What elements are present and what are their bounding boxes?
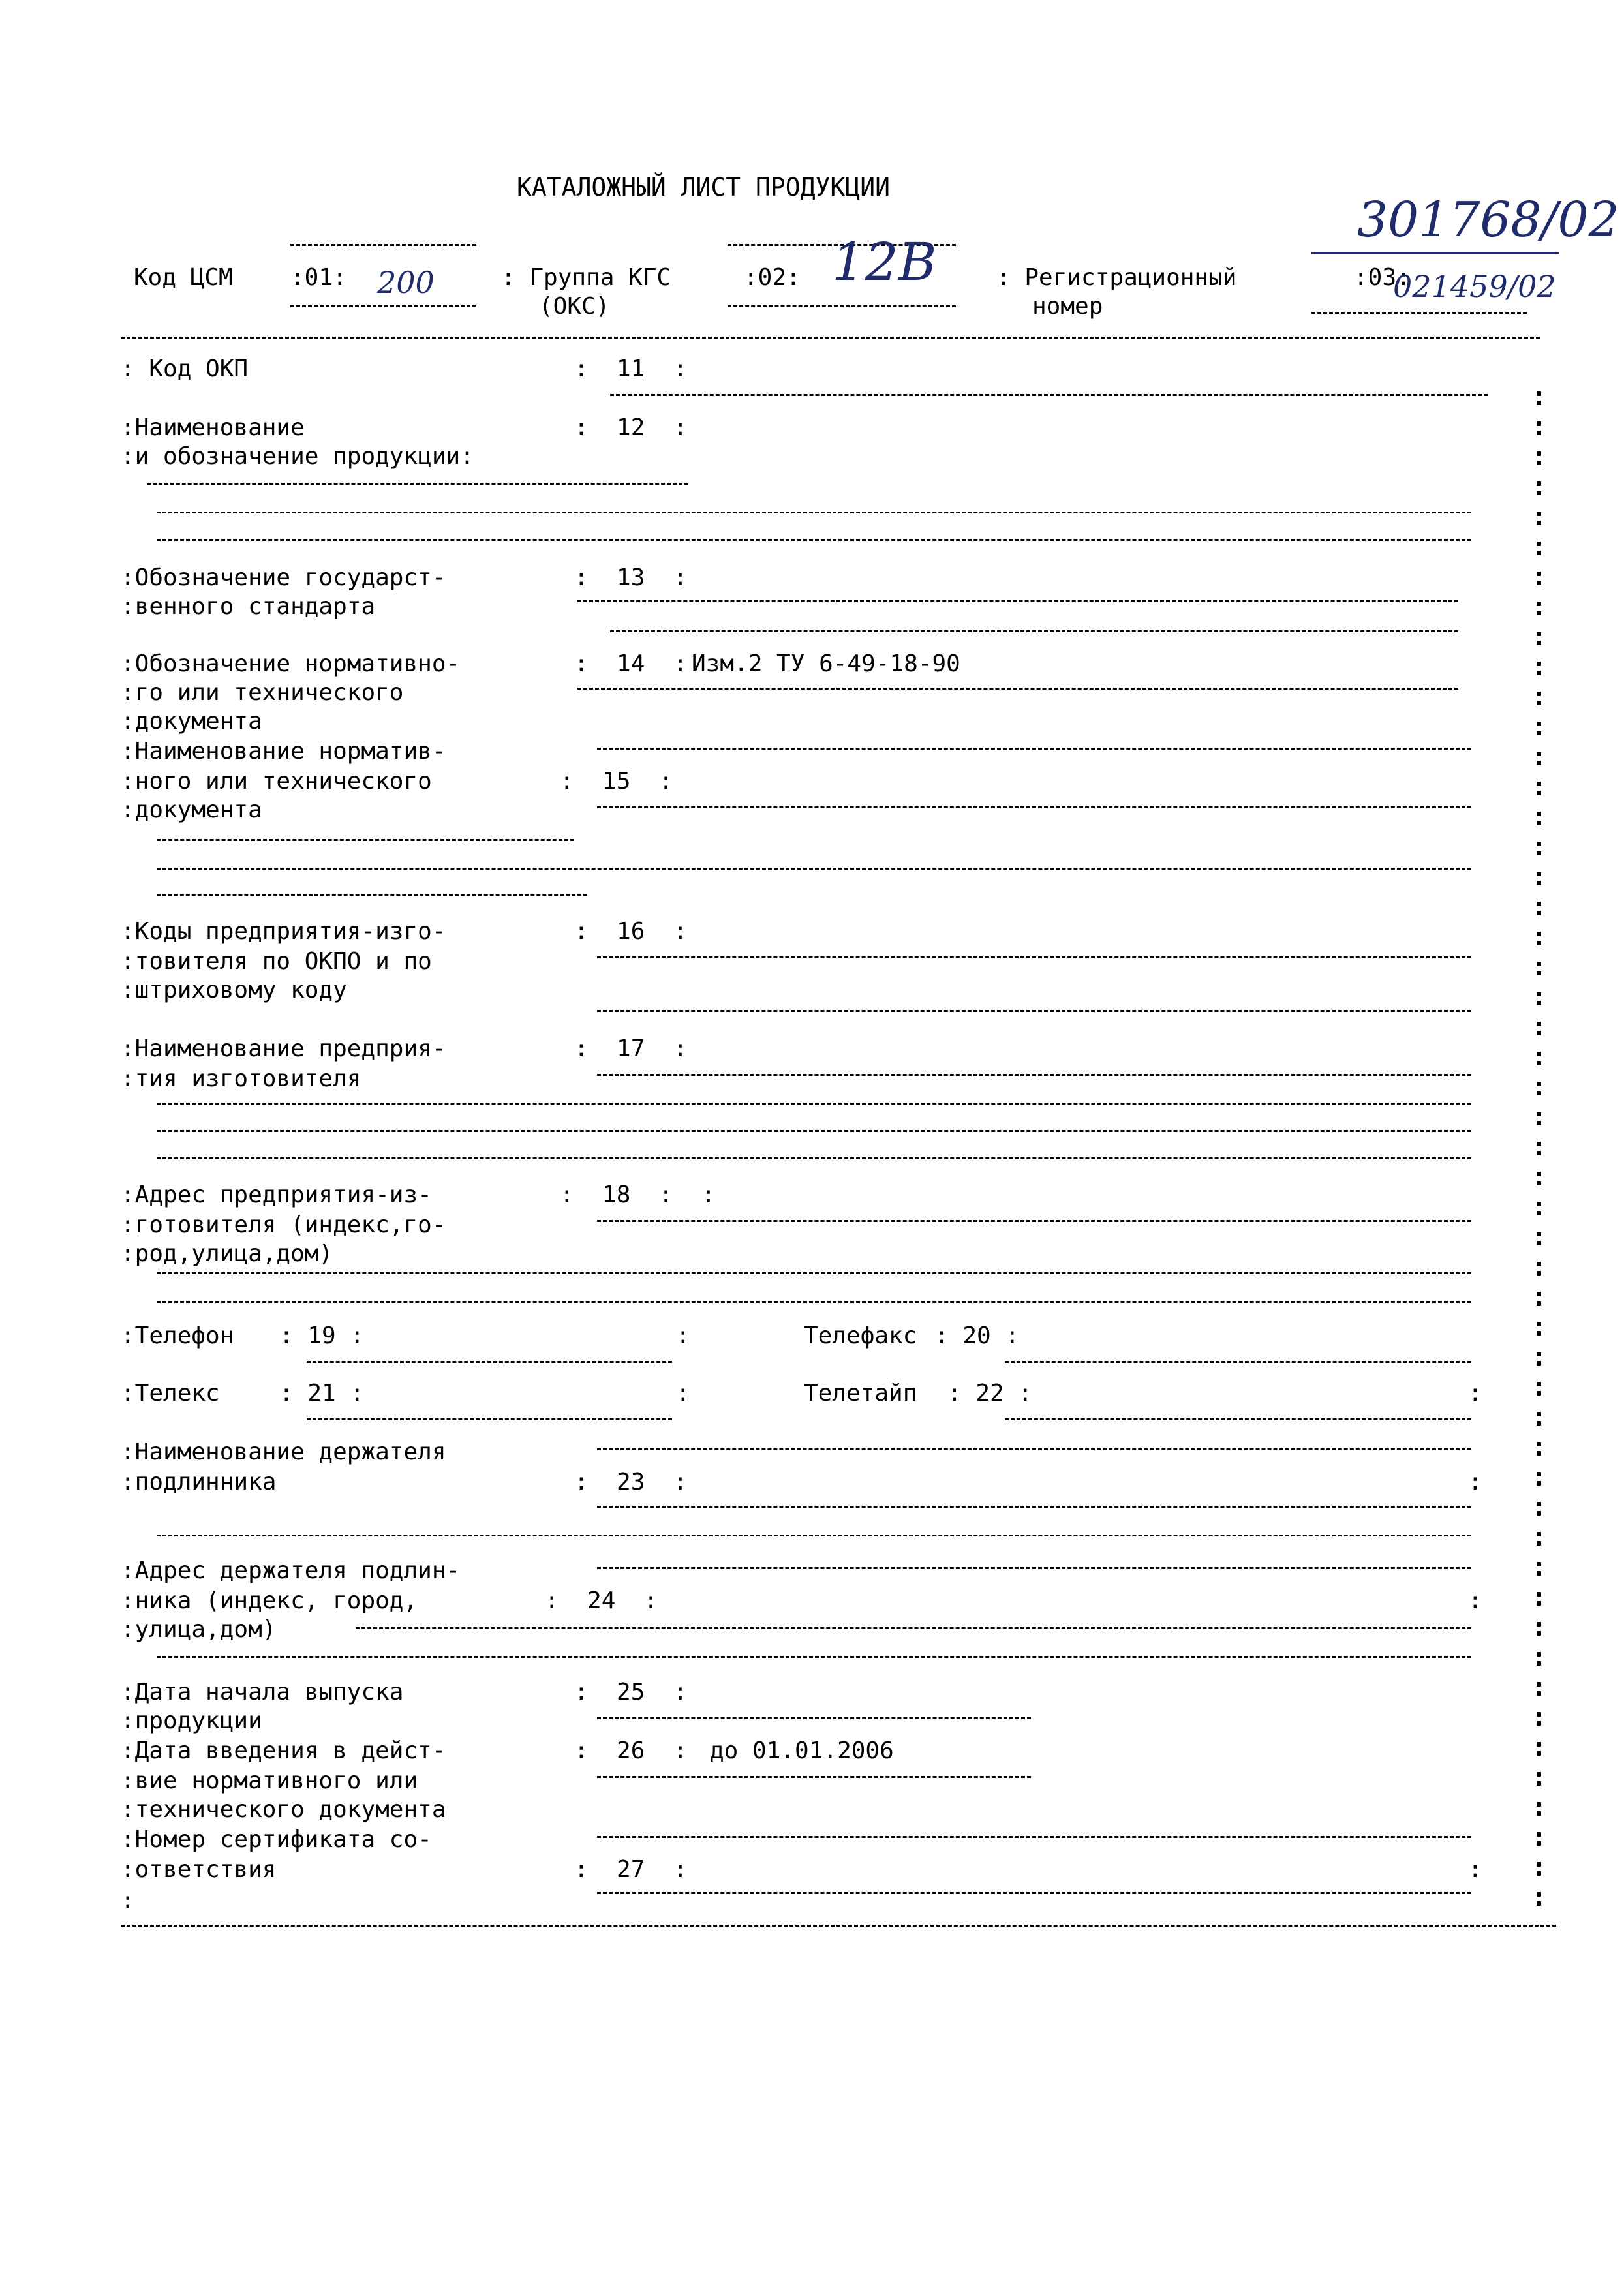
border-dot (1537, 1721, 1541, 1726)
field-25-line[interactable] (597, 1717, 1031, 1719)
registration-label: : Регистрационный (996, 264, 1237, 291)
effective-date-label-1: :Дата введения в дейст- (121, 1737, 446, 1764)
border-dot (1537, 461, 1541, 465)
border-dot (1537, 1121, 1541, 1125)
border-dot (1537, 692, 1541, 696)
border-dot (1537, 1832, 1541, 1837)
border-dot (1537, 1061, 1541, 1065)
field-17-line[interactable] (597, 1074, 1471, 1076)
field-25-code: : 25 : (574, 1679, 688, 1705)
border-dot (1537, 1751, 1541, 1756)
normative-doc-label-3: :документа (121, 708, 262, 735)
header-divider (121, 337, 1540, 339)
bottom-border (121, 1925, 1556, 1927)
border-dot (1537, 962, 1541, 966)
enterprise-codes-label-3: :штриховому коду (121, 977, 347, 1003)
border-dot (1537, 881, 1541, 885)
border-dot (1537, 1262, 1541, 1266)
border-dot (1537, 1322, 1541, 1326)
registration-number-label: номер (1032, 293, 1103, 320)
field-18-line[interactable] (597, 1220, 1471, 1222)
border-dot (1537, 1811, 1541, 1816)
border-dot (1537, 992, 1541, 996)
border-dot (1537, 1142, 1541, 1146)
border-dot (1537, 941, 1541, 945)
border-dot (1537, 1031, 1541, 1035)
border-dot (1537, 1901, 1541, 1906)
border-dot (1537, 851, 1541, 855)
border-dot (1537, 1022, 1541, 1026)
border-dot (1537, 481, 1541, 486)
border-dot (1537, 1442, 1541, 1446)
field-01-code: :01: (290, 264, 347, 291)
border-dot (1537, 812, 1541, 816)
manufacturer-name-label-2: :тия изготовителя (121, 1065, 361, 1092)
state-standard-label-1: :Обозначение государст- (121, 564, 446, 591)
border-dot (1537, 722, 1541, 726)
border-dot (1537, 431, 1541, 435)
field-23-code: : 23 : (574, 1469, 688, 1495)
field-11-code: : 11 : (574, 356, 688, 382)
normative-doc-name-label-3: :документа (121, 797, 262, 823)
page-title: КАТАЛОЖНЫЙ ЛИСТ ПРОДУКЦИИ (517, 173, 890, 202)
border-dot (1537, 1361, 1541, 1366)
border-dot (1537, 1271, 1541, 1276)
border-dot (1537, 401, 1541, 405)
border-dot (1537, 1391, 1541, 1396)
kgs-group-label: : Группа КГС (501, 264, 671, 291)
border-dot (1537, 1352, 1541, 1356)
manufacturer-address-label-2: :готовителя (индекс,го- (121, 1212, 446, 1238)
csm-label: Код ЦСМ (134, 264, 233, 291)
field-14-value[interactable]: Изм.2 ТУ 6-49-18-90 (692, 650, 960, 677)
border-dot (1537, 1871, 1541, 1876)
border-dot (1537, 1181, 1541, 1185)
border-dot (1537, 1472, 1541, 1476)
border-dot (1537, 542, 1541, 546)
holder-address-label-3: :улица,дом) (121, 1616, 277, 1643)
enterprise-codes-label-2: :товителя по ОКПО и по (121, 948, 432, 975)
teletype-label: Телетайп (804, 1380, 917, 1407)
border-dot (1537, 1862, 1541, 1867)
border-dot (1537, 791, 1541, 795)
border-dot (1537, 1202, 1541, 1206)
border-dot (1537, 421, 1541, 426)
fax-label: Телефакс (804, 1322, 917, 1349)
border-dot (1537, 391, 1541, 396)
handwritten-csm-value[interactable]: 200 (377, 265, 435, 300)
field-27-code: : 27 : (574, 1856, 688, 1883)
border-dot (1537, 1742, 1541, 1747)
border-dot (1537, 581, 1541, 585)
border-dot (1537, 611, 1541, 615)
field-12-line-2[interactable] (157, 539, 1471, 541)
border-dot (1537, 1661, 1541, 1666)
field-16-line[interactable] (597, 956, 1471, 958)
field-24-code: : 24 : (545, 1587, 658, 1614)
okp-code-label: : Код ОКП (121, 356, 249, 382)
border-dot (1537, 731, 1541, 735)
field-17-code: : 17 : (574, 1035, 688, 1062)
border-dot (1537, 1532, 1541, 1536)
field-21-code: : 21 : (279, 1380, 365, 1407)
field-19-code: : 19 : (279, 1322, 365, 1349)
border-dot (1537, 842, 1541, 846)
border-dot (1537, 1091, 1541, 1095)
field-20-code: : 20 : (934, 1322, 1020, 1349)
border-dot (1537, 1541, 1541, 1546)
border-dot (1537, 1652, 1541, 1657)
handwritten-doc-number: 301768/02 (1357, 192, 1619, 248)
border-dot (1537, 821, 1541, 825)
field-26-code: : 26 : (574, 1737, 688, 1764)
border-dot (1537, 1331, 1541, 1336)
border-dot (1537, 1241, 1541, 1245)
border-dot (1537, 1001, 1541, 1005)
border-dot (1537, 902, 1541, 906)
border-dot (1537, 971, 1541, 975)
border-dot (1537, 1571, 1541, 1576)
border-dot (1537, 1691, 1541, 1696)
doc-number-underline (1311, 252, 1559, 254)
handwritten-kgs-value[interactable]: 12В (832, 232, 937, 292)
product-name-label-1: :Наименование (121, 414, 305, 441)
field-02-code: :02: (744, 264, 801, 291)
field-22-code: : 22 : (947, 1380, 1033, 1407)
border-dot (1537, 1592, 1541, 1597)
normative-doc-label-2: :го или технического (121, 679, 404, 706)
normative-doc-name-label-2: :ного или технического (121, 768, 432, 795)
field-12-code: : 12 : (574, 414, 688, 441)
border-dot (1537, 701, 1541, 705)
holder-name-label-1: :Наименование держателя (121, 1439, 446, 1465)
manufacturer-name-label-1: :Наименование предприя- (121, 1035, 446, 1062)
border-dot (1537, 1421, 1541, 1426)
manufacturer-address-label-1: :Адрес предприятия-из- (121, 1182, 432, 1208)
field-11-line[interactable] (610, 394, 1488, 396)
border-dot (1537, 1562, 1541, 1566)
border-dot (1537, 521, 1541, 525)
border-dot (1537, 1892, 1541, 1897)
holder-name-label-2: :подлинника (121, 1469, 277, 1495)
border-dot (1537, 1292, 1541, 1296)
product-name-label-2: :и обозначение продукции: (121, 443, 474, 470)
border-dot (1537, 932, 1541, 936)
certificate-label-1: :Номер сертификата со- (121, 1826, 432, 1853)
border-dot (1537, 602, 1541, 606)
border-dot (1537, 662, 1541, 666)
effective-date-label-2: :вие нормативного или (121, 1767, 418, 1794)
production-start-label-2: :продукции (121, 1707, 262, 1734)
border-dot (1537, 1382, 1541, 1386)
border-dot (1537, 1052, 1541, 1056)
border-dot (1537, 752, 1541, 756)
production-start-label-1: :Дата начала выпуска (121, 1679, 404, 1705)
border-dot (1537, 1622, 1541, 1627)
field-23-line[interactable] (597, 1506, 1471, 1508)
border-dot (1537, 1082, 1541, 1086)
border-dot (1537, 512, 1541, 516)
border-dot (1537, 911, 1541, 915)
field-03-code: :03: (1354, 264, 1411, 291)
field-27-line[interactable] (597, 1892, 1471, 1894)
border-dot (1537, 1232, 1541, 1236)
handwritten-registration-value[interactable]: 021459/02 (1393, 269, 1556, 304)
border-dot (1537, 761, 1541, 765)
border-dot (1537, 1802, 1541, 1807)
border-dot (1537, 491, 1541, 495)
border-dot (1537, 1631, 1541, 1636)
border-dot (1537, 1112, 1541, 1116)
border-dot (1537, 1502, 1541, 1506)
holder-address-label-1: :Адрес держателя подлин- (121, 1557, 461, 1584)
field-13-code: : 13 : (574, 564, 688, 591)
field-18-code: : 18 : : (560, 1182, 716, 1208)
border-dot (1537, 1211, 1541, 1215)
normative-doc-name-label-1: :Наименование норматив- (121, 738, 446, 765)
border-dot (1537, 641, 1541, 645)
border-dot (1537, 551, 1541, 555)
oks-label: (ОКС) (539, 293, 610, 320)
border-dot (1537, 1712, 1541, 1717)
effective-date-label-3: :технического документа (121, 1796, 446, 1823)
border-dot (1537, 1511, 1541, 1516)
border-dot (1537, 572, 1541, 576)
border-dot (1537, 1772, 1541, 1777)
certificate-label-2: :ответствия (121, 1856, 277, 1883)
border-dot (1537, 451, 1541, 456)
field-15-line[interactable] (597, 806, 1471, 808)
normative-doc-label-1: :Обозначение нормативно- (121, 650, 461, 677)
holder-address-label-2: :ника (индекс, город, (121, 1587, 418, 1614)
field-16-code: : 16 : (574, 918, 688, 945)
field-14-code: : 14 : (574, 650, 688, 677)
border-dot (1537, 782, 1541, 786)
border-dot (1537, 872, 1541, 876)
border-dot (1537, 1601, 1541, 1606)
field-26-value[interactable]: до 01.01.2006 (710, 1737, 894, 1764)
phone-label: :Телефон (121, 1322, 234, 1349)
border-dot (1537, 1151, 1541, 1155)
field-24-line[interactable] (356, 1627, 1471, 1629)
border-dot (1537, 1781, 1541, 1786)
field-20-line[interactable] (1005, 1361, 1471, 1363)
border-dot (1537, 1172, 1541, 1176)
field-13-line[interactable] (577, 600, 1458, 602)
field-19-line[interactable] (307, 1361, 672, 1363)
border-dot (1537, 1412, 1541, 1416)
state-standard-label-2: :венного стандарта (121, 593, 376, 620)
field-15-code: : 15 : (560, 768, 673, 795)
enterprise-codes-label-1: :Коды предприятия-изго- (121, 918, 446, 945)
telex-label: :Телекс (121, 1380, 220, 1407)
field-21-line[interactable] (307, 1418, 672, 1420)
border-dot (1537, 1451, 1541, 1456)
border-dot (1537, 1841, 1541, 1846)
border-dot (1537, 671, 1541, 675)
border-dot (1537, 632, 1541, 636)
border-dot (1537, 1301, 1541, 1306)
manufacturer-address-label-3: :род,улица,дом) (121, 1240, 333, 1267)
border-dot (1537, 1682, 1541, 1687)
field-22-line[interactable] (1005, 1418, 1471, 1420)
border-dot (1537, 1481, 1541, 1486)
field-12-line-1[interactable] (157, 512, 1471, 513)
